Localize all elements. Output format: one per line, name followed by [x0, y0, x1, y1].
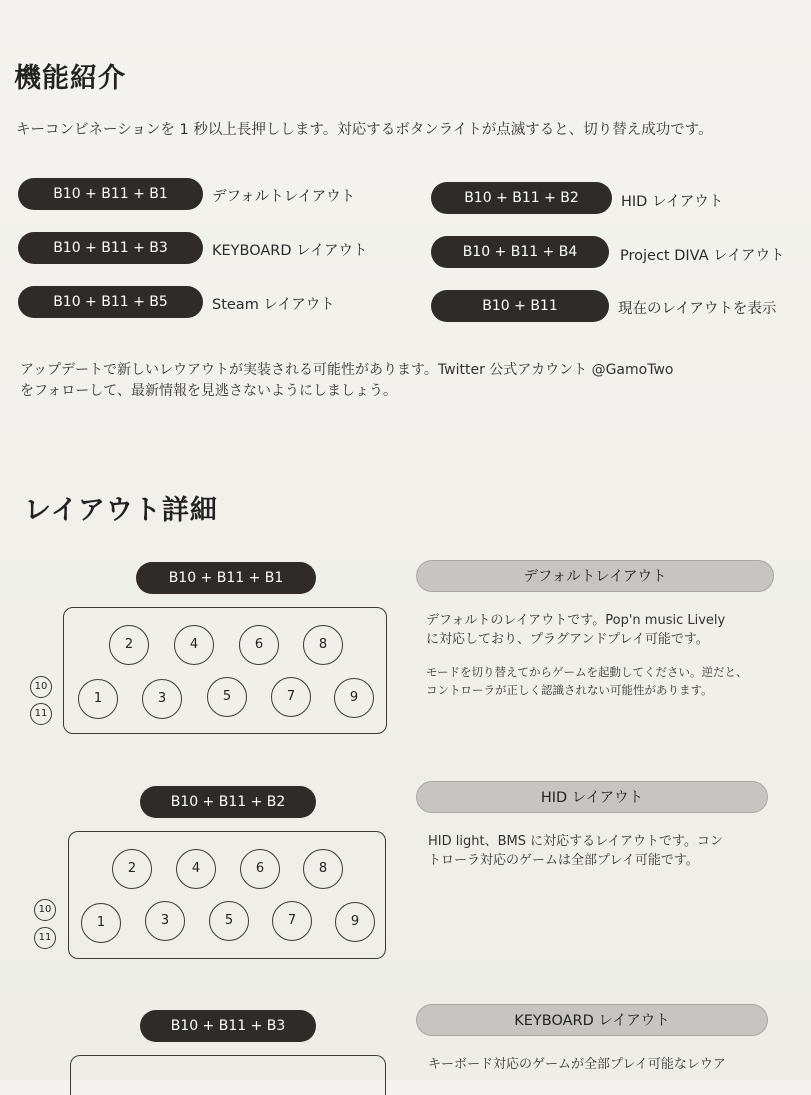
button-7: 7 [272, 901, 312, 941]
detail-pill-b3: B10 + B11 + B3 [140, 1010, 316, 1042]
side-button-10: 10 [34, 899, 56, 921]
button-1: 1 [78, 679, 118, 719]
combo-pill-b1: B10 + B11 + B1 [18, 178, 203, 210]
side-button-10: 10 [30, 676, 52, 698]
combo-label-steam: Steam レイアウト [212, 297, 335, 313]
detail-desc-default-1: デフォルトのレイアウトです。Pop'n music Lively [426, 613, 726, 628]
detail-name-default: デフォルトレイアウト [416, 560, 774, 592]
detail-pill-b1: B10 + B11 + B1 [136, 562, 316, 594]
side-button-11: 11 [30, 703, 52, 725]
detail-desc-hid-1: HID light、BMS に対応するレイアウトです。コン [428, 834, 724, 849]
button-4: 4 [174, 625, 214, 665]
button-3: 3 [142, 679, 182, 719]
detail-name-hid: HID レイアウト [416, 781, 768, 813]
combo-label-diva: Project DIVA レイアウト [620, 248, 785, 264]
combo-pill-b4: B10 + B11 + B4 [431, 236, 609, 268]
combo-pill-b5: B10 + B11 + B5 [18, 286, 203, 318]
combo-pill-b3: B10 + B11 + B3 [18, 232, 203, 264]
combo-label-keyboard: KEYBOARD レイアウト [212, 243, 368, 259]
button-3: 3 [145, 901, 185, 941]
button-5: 5 [209, 901, 249, 941]
features-title: 機能紹介 [14, 63, 126, 94]
button-2: 2 [112, 849, 152, 889]
combo-pill-b2: B10 + B11 + B2 [431, 182, 612, 214]
combo-label-default: デフォルトレイアウト [212, 189, 356, 205]
combo-label-current: 現在のレイアウトを表示 [618, 301, 777, 317]
detail-pill-b2: B10 + B11 + B2 [140, 786, 316, 818]
button-2: 2 [109, 625, 149, 665]
button-8: 8 [303, 625, 343, 665]
button-9: 9 [334, 678, 374, 718]
side-button-11: 11 [34, 927, 56, 949]
update-note-line1: アップデートで新しいレウアウトが実装される可能性があります。Twitter 公式アカウント @GamoTwo [20, 362, 674, 378]
update-note-line2: をフォローして、最新情報を見逃さないようにしましょう。 [20, 383, 398, 399]
detail-desc-keyboard-1: キーボード対応のゲームが全部プレイ可能なレウア [428, 1057, 726, 1072]
detail-note-default-1: モードを切り替えてからゲームを起動してください。逆だと、 [426, 665, 748, 679]
detail-desc-default-2: に対応しており、プラグアンドプレイ可能です。 [426, 632, 709, 647]
detail-name-keyboard: KEYBOARD レイアウト [416, 1004, 768, 1036]
features-intro: キーコンビネーションを 1 秒以上長押しします。対応するボタンライトが点滅すると、切り替え成功です。 [16, 122, 713, 138]
button-1: 1 [81, 903, 121, 943]
detail-note-default-2: コントローラが正しく認識されない可能性があります。 [426, 683, 713, 697]
button-6: 6 [240, 849, 280, 889]
controller-diagram-keyboard [70, 1055, 386, 1095]
button-5: 5 [207, 677, 247, 717]
combo-label-hid: HID レイアウト [621, 194, 724, 210]
button-7: 7 [271, 677, 311, 717]
button-6: 6 [239, 625, 279, 665]
combo-pill-current: B10 + B11 [431, 290, 609, 322]
button-8: 8 [303, 849, 343, 889]
button-9: 9 [335, 902, 375, 942]
button-4: 4 [176, 849, 216, 889]
detail-desc-hid-2: トローラ対応のゲームは全部プレイ可能です。 [428, 853, 699, 868]
details-title: レイアウト詳細 [24, 495, 218, 526]
